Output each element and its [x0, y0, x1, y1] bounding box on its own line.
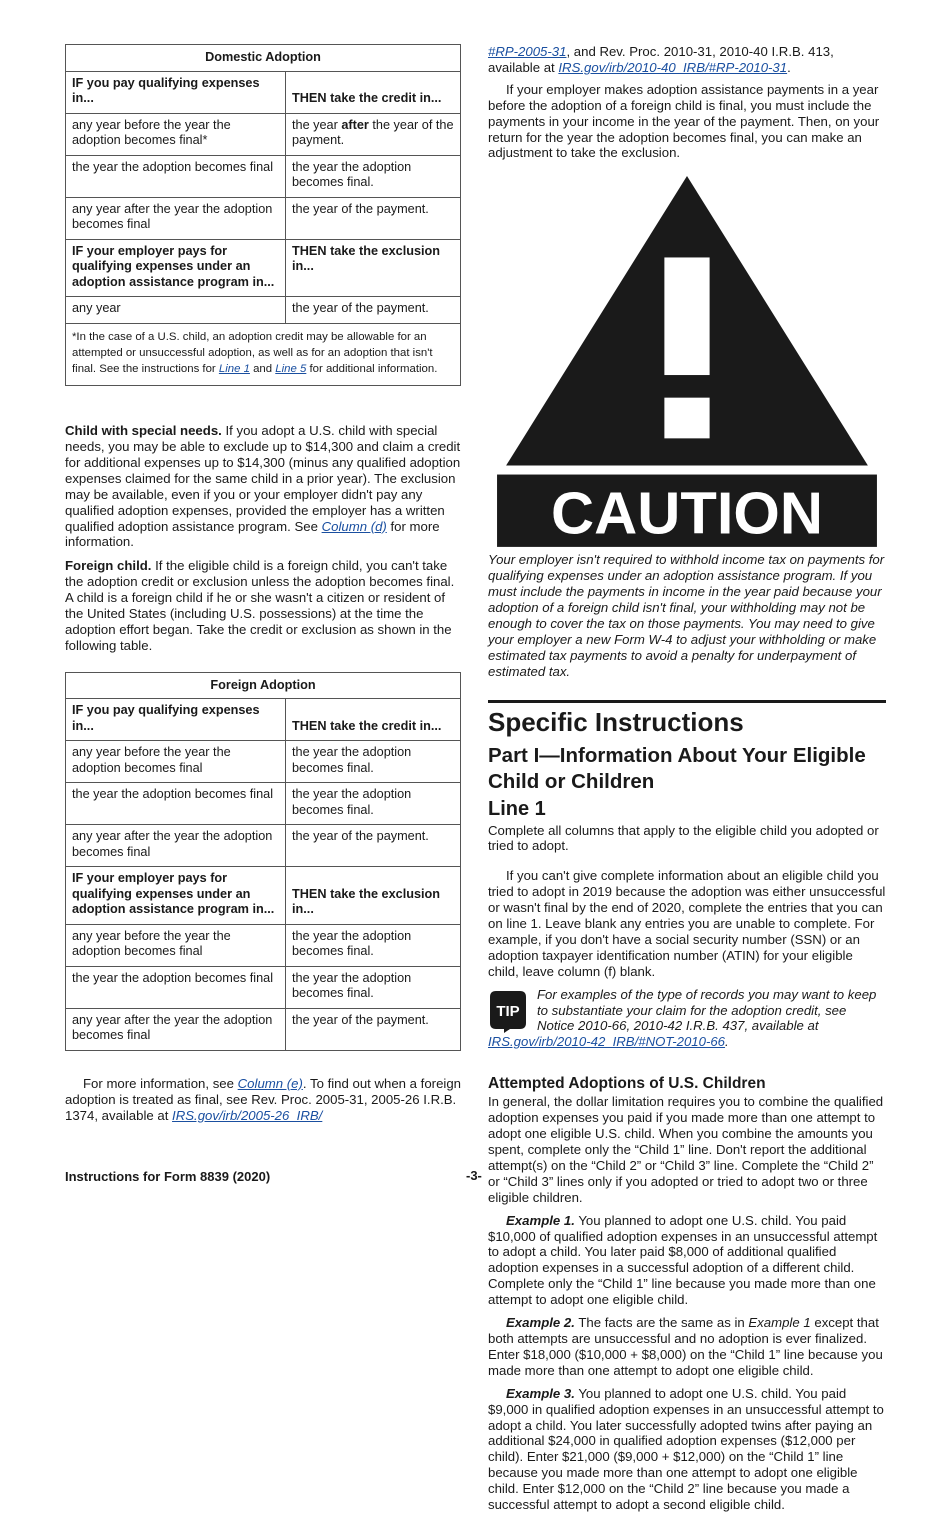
table-header-cell: IF you pay qualifying expenses in... [66, 699, 286, 741]
table-header-cell: IF your employer pays for qualifying expenses under an adoption assistance program in... [66, 239, 286, 297]
table-header-cell: IF your employer pays for qualifying expenses under an adoption assistance program in... [66, 867, 286, 925]
table-cell: the year the adoption becomes final. [286, 966, 461, 1008]
table-cell: any year before the year the adoption becomes final [66, 741, 286, 783]
irb-2010-40-link[interactable]: IRS.gov/irb/2010-40_IRB/#RP-2010-31 [558, 59, 788, 75]
right-column [488, 44, 886, 1513]
table-cell: any year before the year the adoption becomes final [66, 924, 286, 966]
table-cell: any year after the year the adoption becomes final [66, 825, 286, 867]
line1-paragraph: Complete all columns that apply to the eligible child you adopted or tried to adopt. [488, 822, 879, 854]
column-d-link[interactable]: Column (d) [321, 518, 387, 534]
table-cell: any year before the year the adoption becomes final* [66, 113, 286, 155]
rev-proc-continuation: #RP-2005-31, and Rev. Proc. 2010-31, 2010-40 I.R.B. 413, available at IRS.gov/irb/2010-40_IRB/#RP-2010-31. [488, 44, 834, 75]
table-cell: the year the adoption becomes final. [286, 924, 461, 966]
example-paragraph: Example 2. The facts are the same as in Example 1 except that both attempts are unsuccessful and no adoption is ever finalized. Enter $18,000 ($10,000 + $8,000) on the “Child 1” line because you made more than one attempt to adopt one eligible child. [488, 1315, 883, 1378]
caution-icon [488, 167, 886, 547]
special-needs-paragraph: Child with special needs. If you adopt a U.S. child with special needs, you may be able to exclude up to $14,300 and claim a credit for additional expenses up to $14,300 (minus any qualified adoption expenses claimed for the same child in a prior year). The exclusion may be available, even if you or your employer didn't pay any qualified adoption expenses, provided the employer has a written qualified adoption assistance program. See Column (d) for more information. [65, 423, 461, 550]
table-cell: the year the adoption becomes final. [286, 155, 461, 197]
table-title: Domestic Adoption [66, 45, 461, 72]
tip-note [488, 987, 886, 1051]
table-cell: the year of the payment. [286, 297, 461, 324]
irb-2010-42-link[interactable]: IRS.gov/irb/2010-42_IRB/#NOT-2010-66 [488, 1034, 726, 1050]
table-cell: the year of the payment. [286, 197, 461, 239]
domestic-adoption-table [65, 44, 461, 386]
table-row [66, 825, 461, 867]
line-5-link[interactable]: Line 5 [275, 362, 307, 375]
table-cell: the year the adoption becomes final [66, 155, 286, 197]
table-footnote: *In the case of a U.S. child, an adoption credit may be allowable for an attempted or unsuccessful adoption, as well as for an adoption that isn't final. See the instructions for Line 1 and Line 5 for additional information. [66, 323, 461, 386]
table-cell: the year of the payment. [286, 1008, 461, 1050]
table-cell: the year after the year of the payment. [286, 113, 461, 155]
caution-note [488, 167, 886, 679]
more-info-paragraph: For more information, see Column (e). To find out when a foreign adoption is treated as final, see Rev. Proc. 2005-31, 2005-26 I.R.B. 1374, available at IRS.gov/irb/2005-26_IRB/ [65, 1075, 462, 1123]
rp-2005-31-link[interactable]: #RP-2005-31 [488, 44, 567, 59]
table-header-cell: THEN take the exclusion in... [286, 239, 461, 297]
table-row [66, 1008, 461, 1050]
table-cell: any year after the year the adoption becomes final [66, 1008, 286, 1050]
table-header-cell: THEN take the credit in... [286, 699, 461, 741]
table-header-cell: THEN take the credit in... [286, 71, 461, 113]
tip-text: For examples of the type of records you may want to keep to substantiate your claim for the adoption credit, see Notice 2010-66, 2010-42 I.R.B. 437, available at IRS.gov/irb/2010-42_IRB/#NOT-2010-66. [488, 986, 877, 1050]
table-row [66, 155, 461, 197]
table-cell: the year the adoption becomes final. [286, 741, 461, 783]
example-paragraph: Example 3. You planned to adopt one U.S. child. You paid $9,000 in qualified adoption expenses in an unsuccessful attempt to adopt a child. You later successfully adopted twins after paying an additional $24,000 in qualified adoption expenses ($12,000 per child). Enter $21,000 ($9,000 + $12,000) on the “Child 1” line because you made more than one attempt to adopt one eligible child. Enter $12,000 on the “Child 2” line because you made a successful attempt to adopt a second eligible child. [488, 1385, 884, 1513]
table-cell: the year the adoption becomes final. [286, 783, 461, 825]
foreign-child-paragraph: Foreign child. If the eligible child is a foreign child, you can't take the adoption credit or exclusion unless the adoption becomes final. A child is a foreign child if he or she wasn't a citizen or resident of the United States (including U.S. possessions) at the time the adoption effort began. Take the credit or exclusion as shown in the following table. [65, 558, 455, 653]
column-e-link[interactable]: Column (e) [237, 1075, 303, 1091]
left-column [65, 44, 461, 1124]
table-cell: the year the adoption becomes final [66, 966, 286, 1008]
table-row [66, 297, 461, 324]
table-row [66, 783, 461, 825]
subsection-title: Attempted Adoptions of U.S. Children [488, 1075, 766, 1093]
irb-2005-26-link[interactable]: IRS.gov/irb/2005-26_IRB/ [172, 1107, 323, 1123]
attempted-paragraph: In general, the dollar limitation requires you to combine the qualified adoption expenses you paid if you made more than one attempt to adopt one eligible U.S. child. When you combine the amounts you spent, complete only the “Child 1” line. Don't report the additional attempt(s) on the “Child 2” or “Child 3” line. Complete the “Child 2” or “Child 3” lines only if you adopted or tried to adopt two or three eligible children. [488, 1094, 884, 1205]
table-row [66, 113, 461, 155]
table-header-cell: IF you pay qualifying expenses in... [66, 71, 286, 113]
tip-label: TIP [496, 1002, 520, 1020]
table-header-cell: THEN take the exclusion in... [286, 867, 461, 925]
section-title: Specific Instructions [488, 706, 744, 737]
table-title: Foreign Adoption [66, 672, 461, 699]
part-title: Part I—Information About Your Eligible Child or Children [488, 743, 866, 793]
table-cell: any year after the year the adoption becomes final [66, 197, 286, 239]
foreign-adoption-table [65, 672, 461, 1051]
line1-paragraph: If you can't give complete information about an eligible child you tried to adopt in 2019 because the adoption was either unsuccessful or wasn't final by the end of 2020, complete the entries that you can on line 1. Leave blank any entries you are unable to complete. For example, if you don't have a social security number (SSN) or an adoption taxpayer identification number (ATIN) for your eligible child, leave column (f) blank. [488, 868, 886, 979]
page-number: -3- [466, 1168, 482, 1183]
line-1-link[interactable]: Line 1 [218, 362, 250, 375]
table-row [66, 197, 461, 239]
caution-label: CAUTION [551, 479, 823, 547]
footer-form-title: Instructions for Form 8839 (2020) [65, 1169, 271, 1184]
example-paragraph: Example 1. You planned to adopt one U.S. child. You paid $10,000 of qualified adoption expenses in an unsuccessful attempt to adopt a child. You later paid $8,000 of additional qualified adoption expenses in a successful adoption of a different child. Complete only the “Child 1” line because you made more than one attempt to adopt one eligible child. [488, 1212, 878, 1308]
employer-payments-paragraph: If your employer makes adoption assistance payments in a year before the adoption of a foreign child is final, you must include the payments in your income in the year of the payment. Then, on your return for the year the adoption becomes final, you can make an adjustment to take the exclusion. [488, 81, 880, 161]
section-divider [488, 700, 886, 703]
table-cell: the year the adoption becomes final [66, 783, 286, 825]
tip-icon [488, 989, 528, 1033]
line-title: Line 1 [488, 797, 546, 820]
table-cell: any year [66, 297, 286, 324]
table-cell: the year of the payment. [286, 825, 461, 867]
caution-text: Your employer isn't required to withhold income tax on payments for qualifying expenses under an adoption assistance program. If you must include the payments in income in the year paid because your adoption of a foreign child isn't final, your withholding may not be enough to cover the tax on those payments. You may need to give your employer a new Form W-4 to adjust your withholding or make estimated tax payments to avoid a penalty for underpayment of estimated tax. [488, 552, 885, 679]
table-row [66, 966, 461, 1008]
table-row [66, 741, 461, 783]
table-row [66, 924, 461, 966]
